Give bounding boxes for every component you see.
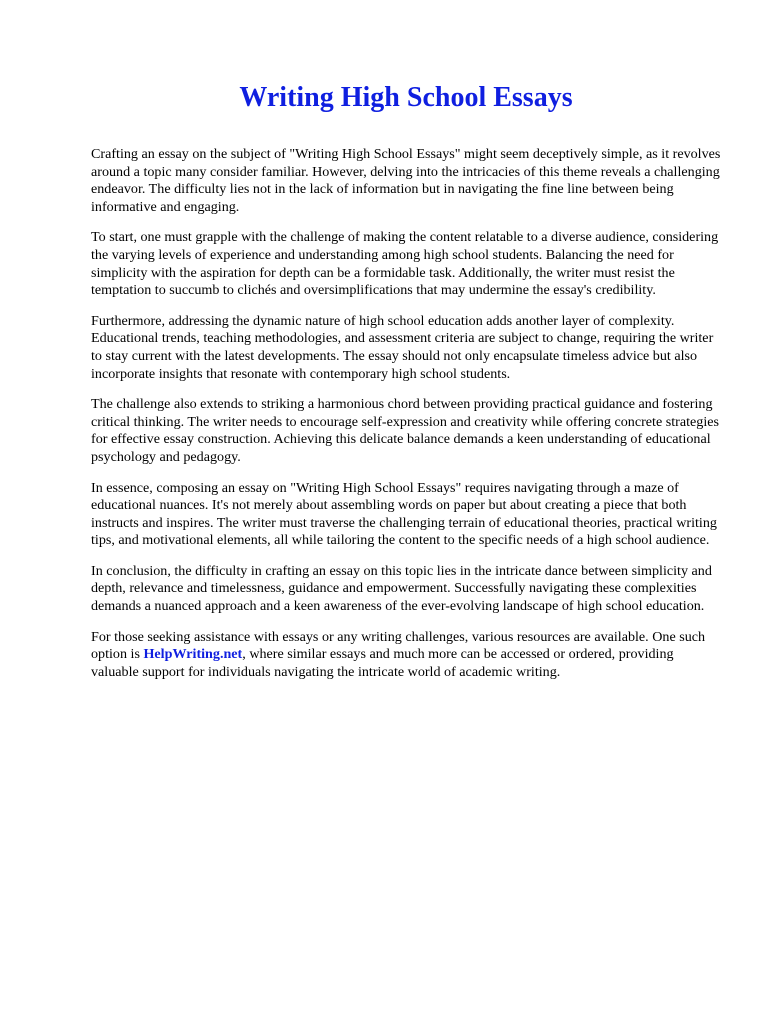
paragraph-audience: To start, one must grapple with the challenge of making the content relatable to a diverse audience, considering the varying levels of experience and understanding among high school students. Balancing the need for simplicity with the aspiration for depth can be a formidable task. Additionally, the writer must resist the temptation to succumb to clichés and oversimplifications that may undermine the essay's credibility.: [91, 229, 719, 299]
paragraph-closing: [91, 629, 721, 682]
helpwriting-link[interactable]: HelpWriting.net: [143, 646, 243, 663]
document-body: [91, 146, 721, 694]
paragraph-essence: In essence, composing an essay on "Writing High School Essays" requires navigating through a maze of educational nuances. It's not merely about assembling words on paper but about creating a piece that both instructs and inspires. The writer must traverse the challenging terrain of educational theories, practical writing tips, and motivational elements, all while tailoring the content to the specific needs of a high school audience.: [91, 479, 717, 549]
paragraph-balance: The challenge also extends to striking a harmonious chord between providing practical guidance and fostering critical thinking. The writer needs to encourage self-expression and creativity while offering concrete strategies for effective essay construction. Achieving this delicate balance demands a keen understanding of educational psychology and pedagogy.: [91, 396, 719, 465]
paragraph-intro: Crafting an essay on the subject of "Writing High School Essays" might seem deceptively simple, as it revolves around a topic many consider familiar. However, delving into the intricacies of this theme reveals a challenging endeavor. The difficulty lies not in the lack of information but in navigating the fine line between being informative and engaging.: [91, 146, 721, 215]
paragraph-conclusion: In conclusion, the difficulty in crafting an essay on this topic lies in the intricate dance between simplicity and depth, relevance and timelessness, guidance and empowerment. Successfully navigating these complexities demands a nuanced approach and a keen awareness of the ever-evolving landscape of high school education.: [91, 562, 712, 615]
closing-text-after-link: , where similar essays and much more can be accessed or ordered, providing valuable support for individuals navigating the intricate world of academic writing.: [91, 646, 674, 680]
paragraph-dynamic-nature: Furthermore, addressing the dynamic nature of high school education adds another layer of complexity. Educational trends, teaching methodologies, and assessment criteria are subject to change, requiring the writer to stay current with the latest developments. The essay should not only encapsulate timeless advice but also incorporate insights that resonate with contemporary high school students.: [91, 312, 714, 382]
document-title: Writing High School Essays: [239, 82, 573, 113]
closing-text-before-link: For those seeking assistance with essays or any writing challenges, various resources are available. One such option is: [91, 628, 706, 663]
